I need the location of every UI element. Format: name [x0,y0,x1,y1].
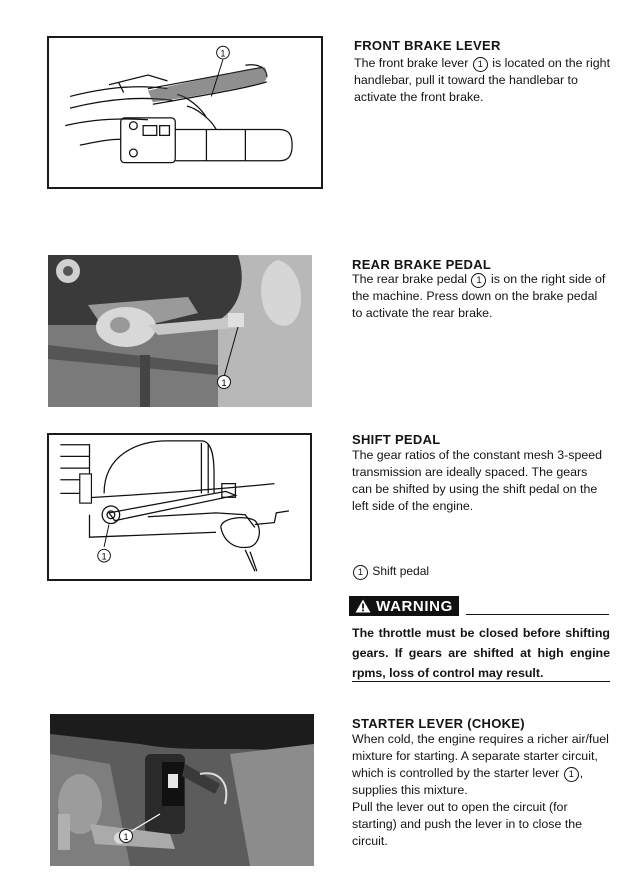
warning-text: The throttle must be closed before shifting gears. If gears are shifted at high engine rpms, loss of control may result. [352,626,610,680]
rear-brake-pedal-image [48,255,312,407]
starter-lever-callout: 1 [123,832,129,842]
shift-pedal-description: The gear ratios of the constant mesh 3-speed transmission are ideally spaced. The gears can be shifted by using the shift pedal on the left side of the engine. [352,448,603,513]
rear-brake-heading: REAR BRAKE PEDAL [352,257,492,272]
front-brake-callout: 1 [220,48,226,59]
rear-brake-ref-marker: 1 [471,273,486,288]
rear-brake-pedal-photo [48,255,312,407]
shift-pedal-drawing [49,435,310,579]
warning-label: WARNING [376,597,453,615]
warning-bottom-rule [352,681,610,682]
rear-brake-description: The rear brake pedal 1 is on the right side of the machine. Press down on the brake pedal to activate the rear brake. [352,272,606,320]
shift-pedal-callout: 1 [101,551,107,562]
rear-brake-callout: 1 [221,378,227,388]
shift-pedal-caption: 1 Shift pedal [352,564,429,580]
warning-triangle-icon [355,599,371,613]
front-brake-ref-marker: 1 [473,57,488,72]
warning-badge [349,596,459,616]
front-brake-lever-drawing [49,38,321,187]
starter-instructions: Pull the lever out to open the circuit (for starting) and push the lever in to close the circuit. [352,800,583,848]
shift-pedal-caption-marker: 1 [353,565,368,580]
starter-ref-marker: 1 [564,767,579,782]
starter-heading: STARTER LEVER (CHOKE) [352,716,525,731]
shift-pedal-figure [47,433,312,581]
starter-description: When cold, the engine requires a richer air/fuel mixture for starting. A separate starter circuit, which is controlled by the starter lever 1 , supplies this mixture. [352,732,609,797]
starter-lever-image [50,714,314,866]
front-brake-heading: FRONT BRAKE LEVER [354,38,501,53]
shift-pedal-heading: SHIFT PEDAL [352,432,441,447]
starter-lever-photo [50,714,314,866]
front-brake-lever-figure [47,36,323,189]
warning-header-rule [466,614,609,615]
front-brake-description: The front brake lever 1 is located on the right handlebar, pull it toward the handlebar to activate the front brake. [354,56,611,104]
